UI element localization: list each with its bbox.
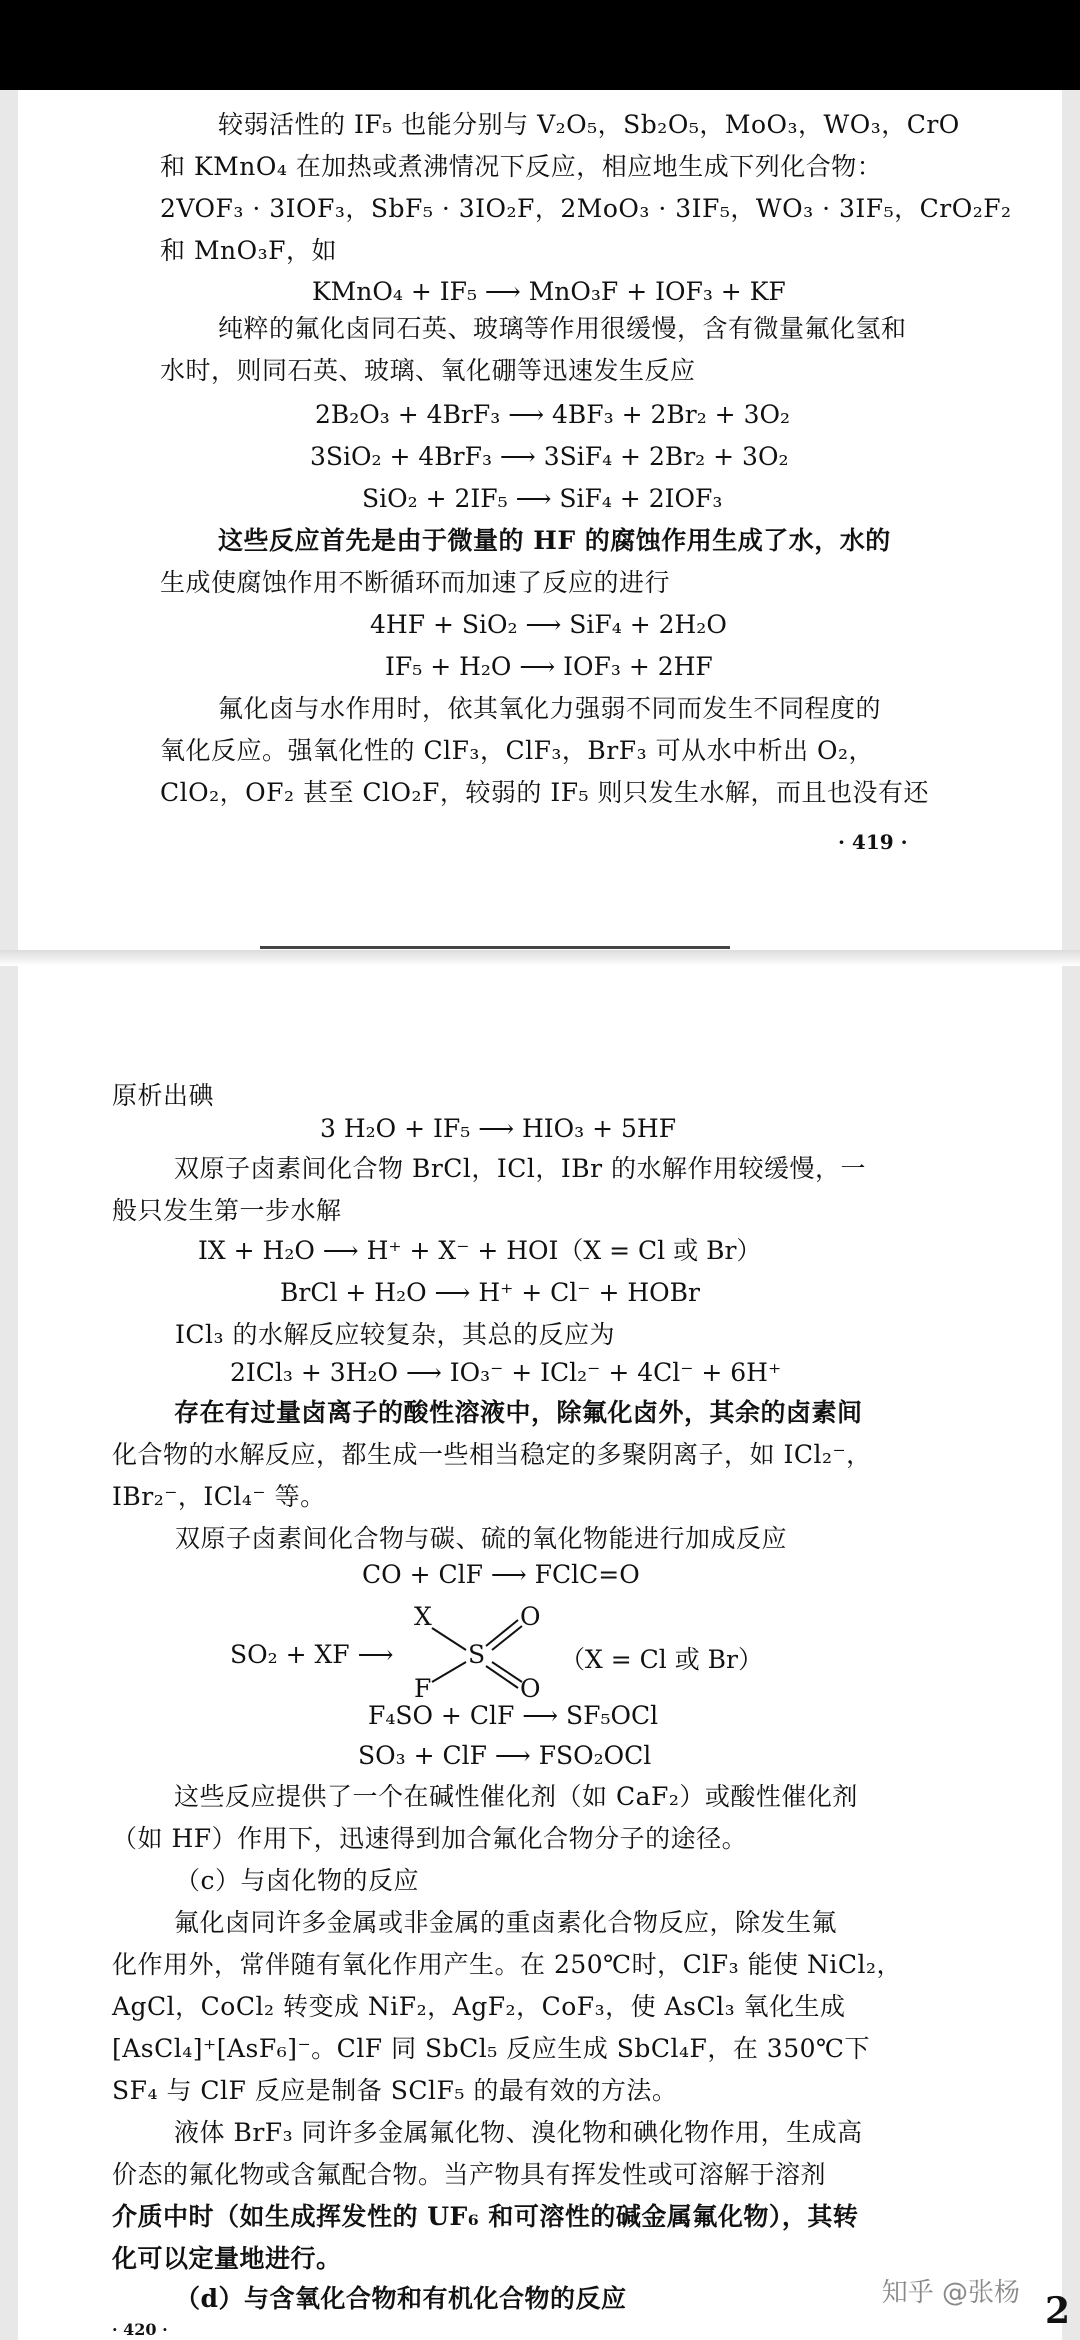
equation: SO₃ + ClF ⟶ FSO₂OCl [358,1741,652,1770]
equation: 4HF + SiO₂ ⟶ SiF₄ + 2H₂O [370,610,727,639]
equation: 3 H₂O + IF₅ ⟶ HIO₃ + 5HF [320,1114,677,1143]
left-edge [0,90,18,2340]
text-line: 这些反应首先是由于微量的 HF 的腐蚀作用生成了水，水的 [218,526,891,555]
text-line: 水时，则同石英、玻璃、氧化硼等迅速发生反应 [160,356,696,385]
paragraph-5 [112,1148,866,1232]
paragraph-2 [160,308,907,392]
right-edge [1062,90,1080,2340]
text-line: 化合物的水解反应，都生成一些相当稳定的多聚阴离子，如 ICl₂⁻， [112,1440,872,1469]
watermark: 知乎 @张杨 [881,2278,1020,2308]
text-line: （如 HF）作用下，迅速得到加合氟化合物分子的途径。 [112,1824,748,1853]
equation: BrCl + H₂O ⟶ H⁺ + Cl⁻ + HOBr [280,1278,700,1307]
text-line: IBr₂⁻，ICl₄⁻ 等。 [112,1482,326,1511]
reactant-text: SO₂ + XF ⟶ [230,1640,394,1669]
text-line: 较弱活性的 IF₅ 也能分别与 V₂O₅，Sb₂O₅，MoO₃，WO₃，CrO [218,110,960,139]
structure-formula [230,1602,763,1710]
section-heading-c [175,1860,419,1902]
equation: 3SiO₂ + 4BrF₃ ⟶ 3SiF₄ + 2Br₂ + 3O₂ [310,442,789,471]
page-number: · 420 · [112,2320,168,2339]
equation: SiO₂ + 2IF₅ ⟶ SiF₄ + 2IOF₃ [362,484,723,513]
text-line: 氟化卤与水作用时，依其氧化力强弱不同而发生不同程度的 [218,694,882,723]
equation: 2ICl₃ + 3H₂O ⟶ IO₃⁻ + ICl₂⁻ + 4Cl⁻ + 6H⁺ [230,1358,782,1387]
corner-mark: 2 [1044,2290,1070,2332]
atom-s: S [468,1640,486,1669]
equation: F₄SO + ClF ⟶ SF₅OCl [368,1701,659,1730]
text-continuation [112,1075,214,1117]
text-line: 化作用外，常伴随有氧化作用产生。在 250℃时，ClF₃ 能使 NiCl₂， [112,1950,903,1979]
text-line: 和 MnO₃F，如 [160,236,338,265]
text-line: 生成使腐蚀作用不断循环而加速了反应的进行 [160,568,671,597]
text-line: 氧化反应。强氧化性的 ClF₃，ClF₃，BrF₃ 可从水中析出 O₂， [160,736,875,765]
text-line: 存在有过量卤离子的酸性溶液中，除氟化卤外，其余的卤素间 [174,1398,863,1427]
equation: CO + ClF ⟶ FClC=O [362,1560,640,1589]
atom-x: X [414,1602,432,1631]
paragraph-6 [175,1314,615,1356]
paragraph-9 [112,1776,858,1860]
paragraph-3 [160,520,891,604]
paragraph-8 [175,1518,787,1560]
text-line: ClO₂，OF₂ 甚至 ClO₂F，较弱的 IF₅ 则只发生水解，而且也没有还 [160,778,930,807]
text-line: AgCl，CoCl₂ 转变成 NiF₂，AgF₂，CoF₃，使 AsCl₃ 氧化生成 [112,1992,846,2021]
page-gap [0,950,1080,966]
atom-o1: O [520,1602,541,1631]
condition-text: （X = Cl 或 Br） [560,1645,763,1674]
text-line: 化可以定量地进行。 [112,2244,342,2273]
text-line: [AsCl₄]⁺[AsF₆]⁻。ClF 同 SbCl₅ 反应生成 SbCl₄F，在 350℃下 [112,2034,870,2063]
text-line: 纯粹的氟化卤同石英、玻璃等作用很缓慢，含有微量氟化氢和 [218,314,907,343]
text-line: 液体 BrF₃ 同许多金属氟化物、溴化物和碘化物作用，生成高 [174,2118,863,2147]
text-line: 氟化卤同许多金属或非金属的重卤素化合物反应，除发生氟 [174,1908,838,1937]
text-line: 价态的氟化物或含氟配合物。当产物具有挥发性或可溶解于溶剂 [112,2160,827,2189]
paragraph-7 [112,1392,872,1518]
equation: IX + H₂O ⟶ H⁺ + X⁻ + HOI（X = Cl 或 Br） [198,1236,762,1265]
page-bottom-rule [260,946,730,949]
text-line: 介质中时（如生成挥发性的 UF₆ 和可溶性的碱金属氟化物），其转 [112,2202,859,2231]
equation: KMnO₄ + IF₅ ⟶ MnO₃F + IOF₃ + KF [312,277,786,306]
paragraph-4 [160,688,929,814]
text-line: SF₄ 与 ClF 反应是制备 SClF₅ 的最有效的方法。 [112,2076,678,2105]
top-bar [0,0,1080,90]
page-number: · 419 · [838,830,908,854]
text-line: 原析出碘 [112,1081,215,1110]
paragraph-11 [112,2112,863,2280]
text-line: 和 KMnO₄ 在加热或煮沸情况下反应，相应地生成下列化合物： [160,152,883,181]
equation: IF₅ + H₂O ⟶ IOF₃ + 2HF [385,652,713,681]
text-line: （c）与卤化物的反应 [175,1866,420,1895]
text-line: 这些反应提供了一个在碱性催化剂（如 CaF₂）或酸性催化剂 [174,1782,858,1811]
text-line: （d）与含氧化合物和有机化合物的反应 [175,2284,627,2313]
atom-o2: O [520,1674,541,1703]
section-heading-d [175,2278,626,2320]
equation: 2B₂O₃ + 4BrF₃ ⟶ 4BF₃ + 2Br₂ + 3O₂ [315,400,790,429]
text-line: 双原子卤素间化合物 BrCl，ICl，IBr 的水解作用较缓慢，一 [174,1154,867,1183]
text-line: 2VOF₃ · 3IOF₃，SbF₅ · 3IO₂F，2MoO₃ · 3IF₅，WO₃ · 3IF₅，CrO₂F₂ [160,194,1012,223]
text-line: ICl₃ 的水解反应较复杂，其总的反应为 [175,1320,615,1349]
paragraph-10 [112,1902,902,2112]
text-line: 双原子卤素间化合物与碳、硫的氧化物能进行加成反应 [175,1524,788,1553]
text-line: 般只发生第一步水解 [112,1196,342,1225]
atom-f: F [414,1674,432,1703]
paragraph-1 [160,104,1012,272]
